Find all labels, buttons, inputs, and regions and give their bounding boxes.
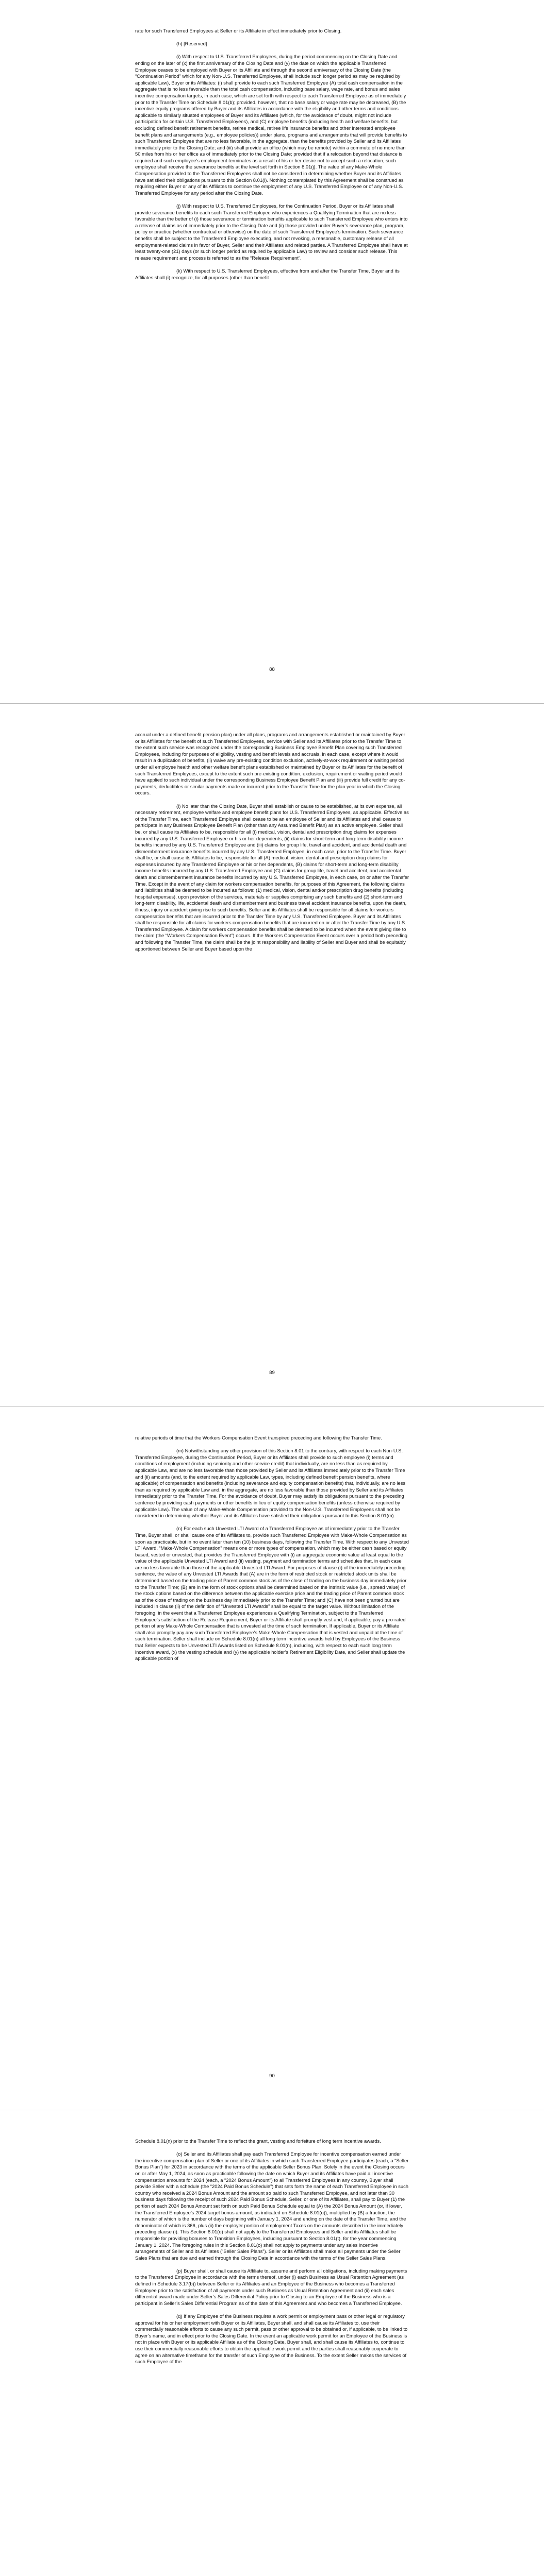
paragraph: (m) Notwithstanding any other provision of this Section 8.01 to the contrary, with respect to each Non-U.S. Transferred Employee, during the Continuation Period, Buyer or its Affiliates shall provide to such employee (i) terms and conditions of employment (including seniority and other service credit) that individually, are no less than as required by applicable Law, and are no less favorable than those provided by Seller and its Affiliates immediately prior to the Transfer Time and (ii) amounts (and, to the extent required by applicable Law, types, including defined benefit pension benefits, where applicable) of compensation and benefits (including severance and equity compensation benefits) that, individually, are no less than as required by applicable Law and, in the aggregate, are no less favorable than those provided by Seller and its Affiliates immediately prior to the Transfer Time. For the avoidance of doubt, Buyer may satisfy its obligations pursuant to the preceding sentence by providing cash payments or other benefits in lieu of equity compensation benefits (unless otherwise required by applicable Law). The value of any Make-Whole Compensation provided to the Non-U.S. Transferred Employees shall not be considered in determining whether Buyer and its Affiliates have satisfied their obligations pursuant to this Section 8.01(m). bbox=[135, 1448, 406, 1519]
document-page-3 bbox=[0, 1406, 544, 2110]
paragraph: (j) With respect to U.S. Transferred Employees, for the Continuation Period, Buyer or its Affiliates shall provide severance benefits to each such Transferred Employee who experiences a Qualifying Termination that are no less favorable than the better of (i) those severance or termination benefits applicable to such Transferred Employee who enters into a release of claims as of immediately prior to the Closing Date and (ii) those provided under Buyer’s severance plan, program, policy or practice (whether contractual or otherwise) on the date of such Transferred Employee’s termination. Such severance benefits shall be subject to the Transferred Employee executing, and not revoking, a reasonable, customary release of all employment-related claims in favor of Buyer, Seller and their Affiliates and related parties. A Transferred Employee shall have at least twenty-one (21) days (or such longer period as required by applicable Law) to review and consider such release. This release requirement and process is referred to as the “Release Requirement”. bbox=[135, 203, 408, 261]
document-page-2 bbox=[0, 703, 544, 1406]
paragraph: (q) If any Employee of the Business requires a work permit or employment pass or other legal or regulatory approval for his or her employment with Buyer or its Affiliates, Buyer shall, and shall cause its Affiliates to, use their commercially reasonable efforts to cause any such permit, pass or other approval to be obtained or, if applicable, to be linked to Buyer’s name, and in effect prior to the Closing Date. In the event an applicable work permit for an Employee of the Business is not in place with Buyer or its applicable Affiliate as of the Closing Date, Buyer shall, and shall cause its Affiliates to, continue to use their commercially reasonable efforts to obtain the applicable work permit and the parties shall reasonably cooperate to agree on an alternative timeframe for the transfer of such Employee of the Business. To the extent Seller makes the services of such Employee of the bbox=[135, 2313, 408, 2365]
paragraph: (k) With respect to U.S. Transferred Employees, effective from and after the Transfer Time, Buyer and its Affiliates shall (i) recognize, for all purposes (other than benefit bbox=[135, 267, 400, 280]
page-number: 88 bbox=[269, 667, 275, 672]
paragraph: (p) Buyer shall, or shall cause its Affiliate to, assume and perform all obligations, including making payments to the Transferred Employee in accordance with the terms thereof, under (i) each Business as Usual Retention Agreement (as defined in Schedule 3.17(b)) between Seller or its Affiliates and an Employee of the Business who becomes a Transferred Employee prior to the satisfaction of all payments under such Business as Usual Retention Agreement and (ii) each sales differential award made under Seller’s Sales Differential Policy prior to Closing to an Employee of the Business who is a participant in Seller’s Sales Differential Program as of the date of this Agreement and who becomes a Transferred Employee. bbox=[135, 2267, 407, 2306]
page-number: 90 bbox=[269, 2073, 275, 2079]
paragraph: (n) For each such Unvested LTI Award of a Transferred Employee as of immediately prior to the Transfer Time, Buyer shall, or shall cause one of its Affiliates to, provide such Transferred Employee with Make-Whole Compensation as soon as practicable, but in no event later than ten (10) business days, following the Transfer Time. With respect to any Unvested LTI Award, “Make-Whole Compensation” means one or more types of compensation, which may be either cash based or equity based, vested or unvested, that provides the Transferred Employee with (i) an aggregate economic value at least equal to the value of the applicable Unvested LTI Award and (ii) vesting, payment and termination terms and schedules that, in each case are no less favorable than those of the applicable Unvested LTI Award. For purposes of clause (i) of the immediately preceding sentence, the value of any Unvested LTI Awards that (A) are in the form of restricted stock or restricted stock units shall be determined based on the trading price of Parent common stock as of the close of trading on the business day immediately prior to the Transfer Time; (B) are in the form of stock options shall be determined based on the intrinsic value (i.e., spread value) of the stock options based on the difference between the applicable exercise price and the trading price of Parent common stock as of the close of trading on the business day immediately prior to the Transfer Time; and (C) have not been granted but are included in clause (ii) of the definition of “Unvested LTI Awards” shall be equal to the target value. Without limitation of the foregoing, in the event that a Transferred Employee experiences a Qualifying Termination, subject to the Transferred Employee’s satisfaction of the Release Requirement, Buyer or its Affiliate shall promptly vest and, if applicable, pay a pro-rated portion of any Make-Whole Compensation that is unvested at the time of such termination. If applicable, Buyer or its Affiliate shall also promptly pay any such Transferred Employee’s Make-Whole Compensation that is vested and unpaid at the time of such termination. Seller shall include on Schedule 8.01(n) all long term incentive awards held by Employees of the Business that Seller expects to be Unvested LTI Awards listed on Schedule 8.01(n), including, with respect to each such long term incentive award, (x) the vesting schedule and (y) the applicable holder’s Retirement Eligibility Date, and Seller shall update the applicable portion of bbox=[135, 1526, 409, 1662]
paragraph: Schedule 8.01(n) prior to the Transfer Time to reflect the grant, vesting and forfeiture of long term incentive awards. bbox=[135, 2138, 381, 2144]
paragraph: (l) No later than the Closing Date, Buyer shall establish or cause to be established, at its own expense, all necessary retirement, employee welfare and employee benefit plans for U.S. Transferred Employees, as applicable. Effective as of the Transfer Time, each Transferred Employee shall cease to be an employee of Seller and its Affiliates and shall cease to participate in any Business Employee Benefit Plan (other than any Assumed Benefit Plan) as an active employee. Seller shall be, or shall cause its Affiliates to be, responsible for all (i) medical, vision, dental and prescription drug claims for expenses incurred by any U.S. Transferred Employee or his or her dependents, (ii) claims for short-term and long-term disability income benefits incurred by any U.S. Transferred Employee and (iii) claims for group life, travel and accident, and accidental death and dismemberment insurance benefits incurred by any U.S. Transferred Employee, in each case, prior to the Transfer Time. Buyer shall be, or shall cause its Affiliates to be, responsible for all (A) medical, vision, dental and prescription drug claims for expenses incurred by any Transferred Employee or his or her dependents, (B) claims for short-term and long-term disability income benefits incurred by any U.S. Transferred Employee and (C) claims for group life, travel and accident, and accidental death and dismemberment insurance benefits incurred by any U.S. Transferred Employee, in each case, on or after the Transfer Time. Except in the event of any claim for workers compensation benefits, for purposes of this Agreement, the following claims and liabilities shall be deemed to be incurred as follows: (1) medical, vision, dental and/or prescription drug benefits (including hospital expenses), upon provision of the services, materials or supplies comprising any such benefits and (2) short-term and long-term disability, life, accidental death and dismemberment and business travel accident insurance benefits, upon the death, illness, injury or accident giving rise to such benefits. Seller and its Affiliates shall be responsible for all claims for workers compensation benefits that are incurred prior to the Transfer Time by any U.S. Transferred Employee. Buyer and its Affiliates shall be responsible for all claims for workers compensation benefits that are incurred on or after the Transfer Time by any U.S. Transferred Employee. A claim for workers compensation benefits shall be deemed to be incurred when the event giving rise to the claim (the “Workers Compensation Event”) occurs. If the Workers Compensation Event occurs over a period both preceding and following the Transfer Time, the claim shall be the joint responsibility and liability of Seller and Buyer and shall be equitably apportioned between Seller and Buyer based upon the bbox=[135, 803, 409, 952]
paragraph: relative periods of time that the Workers Compensation Event transpired preceding and following the Transfer Time. bbox=[135, 1435, 382, 1440]
paragraph: rate for such Transferred Employees at Seller or its Affiliate in effect immediately prior to Closing. bbox=[135, 28, 342, 33]
paragraph: (h) [Reserved] bbox=[176, 41, 207, 47]
document-page-1 bbox=[0, 0, 544, 703]
document-page-4 bbox=[0, 2110, 544, 2576]
paragraph: (i) With respect to U.S. Transferred Employees, during the period commencing on the Closing Date and ending on the later of (x) the first anniversary of the Closing Date and (y) the date on which the applicable Transferred Employee ceases to be employed with Buyer or its Affiliate and through the second anniversary of the Closing Date (the “Continuation Period” which for any Non-U.S. Transferred Employee, shall include such longer period as may be required by applicable Law), Buyer or its Affiliates: (i) shall provide to each such Transferred Employee (A) total cash compensation in the aggregate that is no less favorable than the total cash compensation, including base salary, wage rate, and bonus and sales incentive compensation targets, in each case, which are set forth with respect to each Transferred Employee as of immediately prior to the Transfer Time on Schedule 8.01(b); provided, however, that no base salary or wage rate may be decreased, (B) the incentive equity programs offered by Buyer and its Affiliates in accordance with the eligibility and other terms and conditions applicable to similarly situated employees of Buyer and its Affiliates (which, for the avoidance of doubt, might not include participation for certain U.S. Transferred Employees), and (C) employee benefits (including health and welfare benefits, but excluding defined benefit retirement benefits, retiree medical, retiree life insurance benefits and other interested employee benefit plans and arrangements (e.g., employee policies)) under plans, programs and arrangements that will provide benefits to such Transferred Employee that are no less favorable, in the aggregate, than the benefits provided by Seller and its Affiliates immediately prior to the Closing Date; and (iii) shall provide an office (which may be remote) within a commute of no more than 50 miles from his or her office as of immediately prior to the Closing Date; provided that if a relocation beyond that distance is required and such employee’s employment terminates as a result of his or her desire not to accept such a relocation, such employee shall receive the severance benefits at the level set forth in Section 8.01(j). The value of any Make-Whole Compensation provided to the Transferred Employees shall not be considered in determining whether Buyer and its Affiliates have satisfied their obligations pursuant to this Section 8.01(i). Nothing contemplated by this Agreement shall be construed as requiring either Buyer or any of its Affiliates to continue the employment of any U.S. Transferred Employee or of any Non-U.S. Transferred Employee for any period after the Closing Date. bbox=[135, 54, 407, 196]
paragraph: accrual under a defined benefit pension plan) under all plans, programs and arrangements established or maintained by Buyer or its Affiliates for the benefit of such Transferred Employees, service with Seller and its Affiliates prior to the Transfer Time to the extent such service was recognized under the corresponding Business Employee Benefit Plan covering such Transferred Employees, including for purposes of eligibility, vesting and benefit levels and accruals, in each case, except where it would result in a duplication of benefits, (ii) waive any pre-existing condition exclusion, actively-at-work requirement or waiting period under all employee health and other welfare benefit plans established or maintained by Buyer or its Affiliates for the benefit of such Transferred Employees, except to the extent such pre-existing condition, exclusion, requirement or waiting period would have applied to such individual under the corresponding Business Employee Benefit Plan and (iii) provide full credit for any co-payments, deductibles or similar payments made or incurred prior to the Transfer Time for the plan year in which the Closing occurs. bbox=[135, 732, 405, 796]
paragraph: (o) Seller and its Affiliates shall pay each Transferred Employee for incentive compensation earned under the incentive compensation plan of Seller or one of its Affiliates in which such Transferred Employee participates (each, a “Seller Bonus Plan”) for 2023 in accordance with the terms of the applicable Seller Bonus Plan. Solely in the event the Closing occurs on or after May 1, 2024, as soon as practicable following the date on which Buyer and its Affiliates have paid all incentive compensation amounts for 2024 (each, a “2024 Bonus Amount”) to all Transferred Employees in any country, Buyer shall provide Seller with a schedule (the “2024 Paid Bonus Schedule”) that sets forth the name of each Transferred Employee in such country who received a 2024 Bonus Amount and the amount so paid to such Transferred Employee, and not later than 30 business days following the receipt of such 2024 Paid Bonus Schedule, Seller, or one of its Affiliates, shall pay to Buyer (1) the portion of each 2024 Bonus Amount set forth on such Paid Bonus Schedule equal to (A) the 2024 Bonus Amount (or, if lower, the Transferred Employee’s 2024 target bonus amount, as indicated on Schedule 8.01(o)), multiplied by (B) a fraction, the numerator of which is the number of days beginning with January 1, 2024 and ending on the date of the Transfer Time, and the denominator of which is 366, plus (ii) the employer portion of employment Taxes on the amounts described in the immediately preceding clause (i). This Section 8.01(o) shall not apply to the Transferred Employees and Seller and its Affiliates shall be responsible for providing bonuses to Transition Employees, including pursuant to Section 8.01(t), for the year commencing January 1, 2024. The foregoing rules in this Section 8.01(o) shall not apply to payments under any sales incentive arrangements of Seller and its Affiliates (“Seller Sales Plans”). Seller or its Affiliates shall make all payments under the Seller Sales Plans that are due and earned through the Closing Date in accordance with the terms of the Seller Sales Plans. bbox=[135, 2151, 409, 2261]
page-number: 89 bbox=[269, 1370, 275, 1376]
